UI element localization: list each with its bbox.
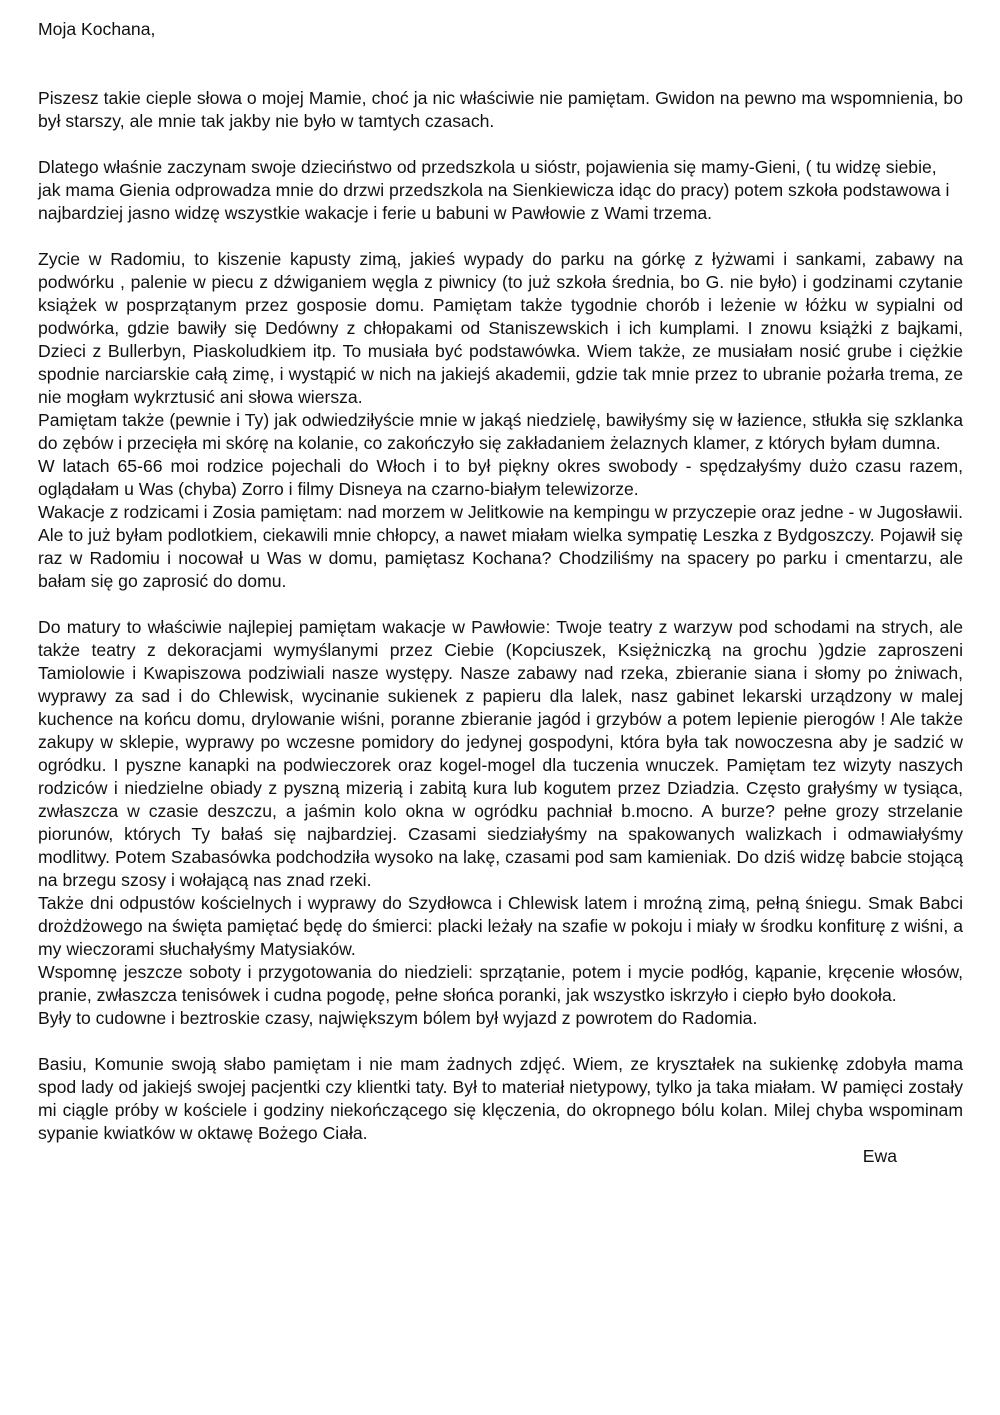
paragraph-parents-in-italy: W latach 65-66 moi rodzice pojechali do Włoch i to był piękny okres swobody - spędzałyśmy dużo czasu razem, oglądałam u Was (chyba) Zorro i filmy Disneya na czarno-białym telewizorze. [38,456,963,499]
paragraph-communion: Basiu, Komunie swoją słabo pamiętam i nie mam żadnych zdjęć. Wiem, ze kryształek na sukienkę zdobyła mama spod lady od jakiejś swojej pacjentki czy klientki taty. Był to materiał nietypowy, tylko ja taka miałam. W pamięci zostały mi ciągle próby w kościele i godziny niekończącego się klęczenia, do okropnego bólu kolan. Milej chyba wspominam sypanie kwiatków w oktawę Bożego Ciała. [38,1054,963,1143]
paragraph-saturdays: Wspomnę jeszcze soboty i przygotowania do niedzieli: sprzątanie, potem i mycie podłóg, kąpanie, kręcenie włosów, pranie, zwłaszcza tenisówek i cudna pogodę, pełne słońca poranki, jak wszystko iskrzyło i ciepło było dookoła. [38,962,963,1005]
paragraph-pawlow-holidays: Do matury to właściwie najlepiej pamiętam wakacje w Pawłowie: Twoje teatry z warzyw pod schodami na strych, ale także teatry z dekoracjami wymyślanymi przez Ciebie (Kopciuszek, Księżniczką na grochu )gdzie zaproszeni Tamiolowie i Kwapiszowa podziwiali nasze występy. Nasze zabawy nad rzeka, zbieranie siana i słomy po żniwach, wyprawy za sad i do Chlewisk, wycinanie sukienek z papieru dla lalek, nasz gabinet lekarski urządzony w malej kuchence na końcu domu, drylowanie wiśni, poranne zbieranie jagód i grzybów a potem lepienie pierogów ! Ale także zakupy w sklepie, wyprawy po wczesne pomidory do jedynej gospodyni, która była tak nowoczesna aby je sadzić w ogródku. I pyszne kanapki na podwieczorek oraz kogel-mogel dla tuczenia wnuczek. Pamiętam tez wizyty naszych rodziców i niedzielne obiady z pyszną mizerią i zabitą kura lub kogutem przez Dziadzia. Często grałyśmy w tysiąca, zwłaszcza w czasie deszczu, a jaśmin kolo okna w ogródku pachniał b.mocno. A burze? pełne grozy strzelanie piorunów, których Ty bałaś się najbardziej. Czasami siedziałyśmy na spakowanych walizkach i odmawiałyśmy modlitwy. Potem Szabasówka podchodziła wysoko na lakę, czasami pod sam kamieniak. Do dziś widzę babcie stojącą na brzegu szosy i wołającą nas znad rzeki. [38,617,963,890]
paragraph-childhood-start: Dlatego właśnie zaczynam swoje dzieciństwo od przedszkola u sióstr, pojawienia się mamy-Gieni, ( tu widzę siebie, jak mama Gienia odprowadza mnie do drzwi przedszkola na Sienkiewicza idąc do pracy) potem szkoła podstawowa i najbardziej jasno widzę wszystkie wakacje i ferie u babuni w Pawłowie z Wami trzema. [38,157,950,223]
paragraph-holidays-with-parents: Wakacje z rodzicami i Zosia pamiętam: nad morzem w Jelitkowie na kempingu w przyczepie oraz jedne - w Jugosławii. Ale to już byłam podlotkiem, ciekawili mnie chłopcy, a nawet miałam wielka sympatię Leszka z Bydgoszczy. Pojawił się raz w Radomiu i nocował u Was w domu, pamiętasz Kochana? Chodziliśmy na spacery po parku i cmentarzu, ale bałam się go zaprosić do domu. [38,502,963,591]
paragraph-mother-memories: Piszesz takie cieple słowa o mojej Mamie, choć ja nic właściwie nie pamiętam. Gwidon na pewno ma wspomnienia, bo był starszy, ale mnie tak jakby nie było w tamtych czasach. [38,88,963,131]
salutation: Moja Kochana, [38,19,156,39]
paragraph-visit-sunday: Pamiętam także (pewnie i Ty) jak odwiedziłyście mnie w jakąś niedzielę, bawiłyśmy się w łazience, stłukła się szklanka do zębów i przecięła mi skórę na kolanie, co zakończyło się zakładaniem żelaznych klamer, z których byłam dumna. [38,410,963,453]
paragraph-carefree-times: Były to cudowne i beztroskie czasy, największym bólem był wyjazd z powrotem do Radomia. [38,1008,758,1028]
paragraph-church-fairs: Także dni odpustów kościelnych i wyprawy do Szydłowca i Chlewisk latem i mroźną zimą, pełną śniegu. Smak Babci drożdżowego na święta pamiętać będę do śmierci: placki leżały na szafie w pokoju i miały w środku konfiturę z wiśni, a my wieczorami słuchałyśmy Matysiaków. [38,893,963,959]
paragraph-life-in-radom: Zycie w Radomiu, to kiszenie kapusty zimą, jakieś wypady do parku na górkę z łyżwami i sankami, zabawy na podwórku , palenie w piecu z dźwiganiem węgla z piwnicy (to już szkoła średnia, bo G. nie było) i godzinami czytanie książek w posprzątanym przez gosposie domu. Pamiętam także tygodnie chorób i leżenie w łóżku w sypialni od podwórka, gdzie bawiły się Dedówny z chłopakami od Staniszewskich i ich kumplami. I znowu książki z bajkami, Dzieci z Bullerbyn, Piaskoludkiem itp. To musiała być podstawówka. Wiem także, ze musiałam nosić grube i ciężkie spodnie narciarskie całą zimę, i wystąpić w nich na jakiejś akademii, gdzie tak mnie przez to ubranie pożarła trema, ze nie mogłam wykrztusić ani słowa wiersza. [38,249,963,407]
letter-page [38,18,963,1168]
signature: Ewa [862,1146,897,1166]
